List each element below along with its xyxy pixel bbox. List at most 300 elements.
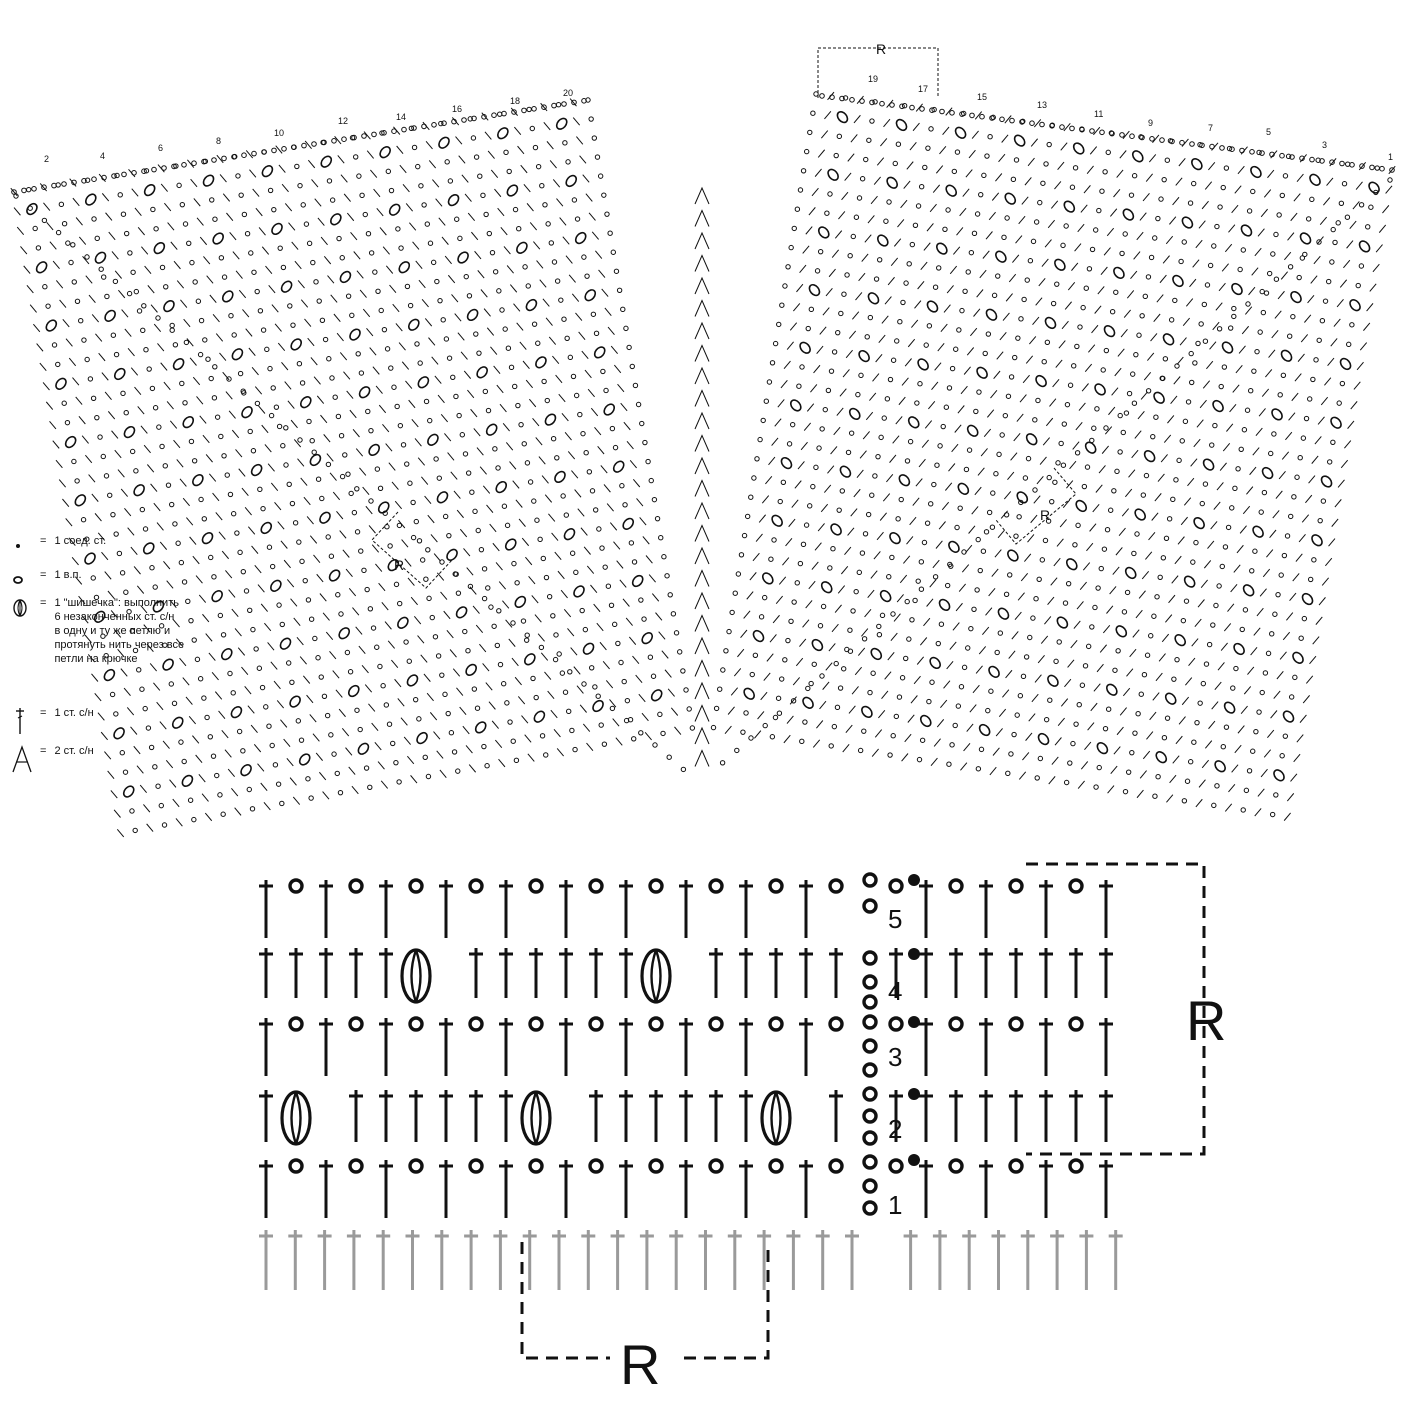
dc-mark [1174, 377, 1180, 385]
chain-mark [1010, 1160, 1022, 1172]
chain-mark [1337, 401, 1341, 405]
dc-mark [372, 723, 378, 731]
chain-mark [530, 1018, 542, 1030]
bobble-mark [553, 470, 567, 485]
chain-mark [1171, 497, 1175, 501]
dc-mark [1159, 654, 1165, 662]
chain-mark [864, 1180, 876, 1192]
chain-mark [1188, 760, 1192, 764]
dc-mark [571, 471, 577, 479]
chain-mark [1345, 215, 1349, 219]
dc-mark [301, 478, 307, 486]
chain-mark [602, 742, 606, 746]
bobble-mark [73, 493, 87, 508]
chain-mark [1084, 286, 1088, 290]
dc-mark [327, 454, 333, 462]
chain-mark [572, 100, 577, 105]
chain-mark [1130, 134, 1135, 139]
chain-mark [81, 518, 85, 522]
dc-mark [1340, 280, 1346, 288]
chain-mark [633, 383, 637, 387]
bobble-mark [162, 299, 176, 314]
chain-mark [1262, 490, 1266, 494]
dc-mark [493, 543, 499, 551]
chain-mark [953, 723, 957, 727]
dc-mark [525, 557, 531, 565]
dc-mark [1083, 563, 1089, 571]
dc-mark [392, 482, 398, 490]
chain-mark [787, 442, 791, 446]
chain-mark [1140, 314, 1144, 318]
dc-mark [1226, 424, 1232, 432]
bobble-mark [947, 540, 961, 555]
chain-mark [755, 457, 759, 461]
chain-mark [1104, 426, 1108, 430]
chain-mark [1221, 185, 1225, 189]
chain-mark [1230, 506, 1234, 510]
chain-mark [395, 404, 399, 408]
dc-mark [1330, 158, 1336, 166]
dc-mark [471, 409, 477, 417]
bobble-mark [944, 183, 958, 198]
chain-mark [493, 270, 497, 274]
dc-mark [1073, 442, 1079, 450]
dc-mark [938, 343, 944, 351]
chain-mark [739, 553, 743, 557]
two-dc-mark [695, 368, 709, 384]
dc-mark [456, 688, 462, 696]
chain-mark [1186, 400, 1190, 404]
dc-mark [1100, 645, 1106, 653]
dc-mark [285, 203, 291, 211]
dc-mark [967, 348, 973, 356]
dc-mark [460, 529, 466, 537]
dc-mark [642, 713, 648, 721]
chain-mark [1174, 478, 1178, 482]
two-dc-mark [695, 728, 709, 744]
dc-mark [1215, 682, 1221, 690]
chain-mark [1260, 289, 1264, 293]
dc-mark [560, 218, 566, 226]
chain-mark [306, 598, 310, 602]
dc-mark [1042, 259, 1048, 267]
dc-mark [921, 262, 927, 270]
bobble-mark [446, 193, 460, 208]
bobble-mark [1202, 457, 1216, 472]
dc-mark [569, 275, 575, 283]
dc-mark [1107, 228, 1113, 236]
bobble-mark [1329, 415, 1343, 430]
dc-mark [1264, 190, 1270, 198]
dc-mark [92, 314, 98, 322]
chain-mark [590, 489, 594, 493]
chain-mark [864, 1132, 876, 1144]
dc-mark [1068, 282, 1074, 290]
dc-mark [826, 288, 832, 296]
chain-mark [910, 618, 914, 622]
chain-mark [975, 588, 979, 592]
bobble-mark [1143, 449, 1157, 464]
dc-mark [1305, 495, 1311, 503]
dc-mark [1335, 499, 1341, 507]
chain-mark [440, 673, 444, 677]
dc-mark [1190, 279, 1196, 287]
chain-mark [831, 547, 835, 551]
chain-mark [424, 399, 428, 403]
chain-mark [202, 696, 206, 700]
two-dc-mark [695, 211, 709, 227]
chain-mark [122, 172, 127, 177]
chain-mark [1331, 440, 1335, 444]
chain-mark [398, 601, 402, 605]
bobble-mark [1055, 615, 1069, 630]
chain-mark [451, 375, 455, 379]
chain-mark [1146, 275, 1150, 279]
dc-mark [917, 657, 923, 665]
bobble-mark [953, 125, 967, 140]
chain-mark [1282, 553, 1286, 557]
bobble-mark [1003, 191, 1017, 206]
dc-mark [315, 199, 321, 207]
dc-mark [1286, 613, 1292, 621]
legend-equals: = [40, 569, 47, 581]
bobble-mark [211, 231, 225, 246]
dc-mark [1288, 233, 1294, 241]
chain-mark [568, 355, 572, 359]
bobble-mark [377, 500, 391, 515]
two-dc-mark [695, 661, 709, 677]
two-dc-mark [695, 346, 709, 362]
dc-mark [69, 358, 75, 366]
dc-mark [976, 666, 982, 674]
chain-mark [457, 413, 461, 417]
chain-mark [1070, 185, 1074, 189]
bobble-mark [602, 402, 616, 417]
chain-mark [419, 184, 423, 188]
dc-mark [520, 342, 526, 350]
chain-mark [773, 715, 777, 719]
dc-mark [1360, 343, 1366, 351]
chain-mark [196, 299, 200, 303]
chain-mark [112, 174, 117, 179]
dc-mark [1338, 480, 1344, 488]
chain-mark [836, 330, 840, 334]
chain-mark [544, 575, 548, 579]
chain-mark [811, 484, 815, 488]
chain-mark [290, 880, 302, 892]
chain-mark [758, 437, 762, 441]
dc-mark [939, 146, 945, 154]
chain-mark [1106, 707, 1110, 711]
chain-mark [369, 499, 373, 503]
dc-mark [603, 661, 609, 669]
dc-mark [583, 175, 589, 183]
dc-mark [288, 401, 294, 409]
chain-mark [860, 551, 864, 555]
bobble-icon [10, 596, 34, 620]
dc-mark [475, 251, 481, 259]
bobble-mark [966, 423, 980, 438]
dc-mark [1232, 765, 1238, 773]
dc-mark [1218, 662, 1224, 670]
dc-mark [1049, 399, 1055, 407]
bobble-mark [801, 696, 815, 711]
chain-mark [567, 709, 571, 713]
dc-mark [365, 685, 371, 693]
chain-mark [1162, 735, 1166, 739]
dc-mark [383, 247, 389, 255]
chain-mark [114, 352, 118, 356]
chain-mark [834, 153, 838, 157]
chain-mark [1100, 130, 1105, 135]
chain-mark [1321, 499, 1325, 503]
bobble-mark [1043, 316, 1057, 331]
chain-mark [590, 880, 602, 892]
chain-mark [166, 483, 170, 487]
dc-mark [924, 243, 930, 251]
chain-mark [532, 322, 536, 326]
dc-mark [878, 710, 884, 718]
bobble-mark [751, 629, 765, 644]
chain-mark [1126, 770, 1130, 774]
chain-mark [879, 435, 883, 439]
chain-mark [271, 386, 275, 390]
dc-mark [197, 396, 203, 404]
dc-mark [336, 690, 342, 698]
chain-mark [610, 426, 614, 430]
chain-mark [749, 736, 753, 740]
chain-mark [304, 222, 308, 226]
chain-mark [1097, 765, 1101, 769]
chain-mark [752, 476, 756, 480]
dc-mark [167, 401, 173, 409]
dc-mark [820, 327, 826, 335]
dc-mark [789, 519, 795, 527]
dc-mark [521, 165, 527, 173]
chain-mark [565, 336, 569, 340]
chain-mark [812, 662, 816, 666]
chain-mark [650, 1018, 662, 1030]
chain-mark [890, 1018, 902, 1030]
bobble-mark [1173, 633, 1187, 648]
dc-mark [1341, 460, 1347, 468]
bobble-mark [505, 183, 519, 198]
chain-mark [316, 656, 320, 660]
double-crochet-icon [10, 706, 34, 736]
dc-mark [268, 464, 274, 472]
dc-mark [618, 384, 624, 392]
dc-mark [995, 174, 1001, 182]
dc-mark [285, 382, 291, 390]
chain-mark [132, 171, 137, 176]
dc-mark [1171, 396, 1177, 404]
chain-mark [986, 708, 990, 712]
chain-mark [1045, 340, 1049, 344]
chain-mark [578, 412, 582, 416]
chain-mark [1310, 157, 1315, 162]
bobble-mark [1095, 741, 1109, 756]
chain-mark [222, 156, 227, 161]
chain-mark [1000, 117, 1005, 122]
chain-mark [1287, 334, 1291, 338]
bobble-mark [1281, 709, 1295, 724]
dc-mark [671, 708, 677, 716]
chain-mark [198, 352, 202, 356]
dc-mark [46, 402, 52, 410]
chain-mark [258, 487, 262, 491]
dc-mark [1271, 710, 1277, 718]
chain-mark [897, 695, 901, 699]
slip-stitch-mark [908, 1088, 920, 1100]
dc-mark [902, 754, 908, 762]
chain-mark [1033, 488, 1037, 492]
dc-mark [1331, 338, 1337, 346]
dc-mark [1296, 554, 1302, 562]
dc-mark [242, 309, 248, 317]
dc-mark [337, 333, 343, 341]
chain-mark [795, 581, 799, 585]
dc-mark [477, 448, 483, 456]
chain-mark [1120, 133, 1125, 138]
dc-mark [404, 737, 410, 745]
chain-mark [825, 211, 829, 215]
chain-mark [639, 598, 643, 602]
dc-mark [230, 232, 236, 240]
chain-mark [1260, 690, 1264, 694]
dc-mark [430, 712, 436, 720]
bobble-mark [44, 318, 58, 333]
svg-text:R: R [394, 557, 405, 573]
dc-mark [1197, 420, 1203, 428]
chain-mark [556, 103, 560, 107]
chain-mark [1159, 197, 1163, 201]
chain-mark [1311, 377, 1315, 381]
bobble-mark [474, 720, 488, 735]
dc-mark [1145, 552, 1151, 560]
bobble-mark [583, 288, 597, 303]
dc-mark [425, 318, 431, 326]
dc-mark [336, 511, 342, 519]
dc-mark [548, 514, 554, 522]
chain-mark [1298, 455, 1302, 459]
chain-mark [571, 374, 575, 378]
dc-mark [1231, 584, 1237, 592]
chain-mark [1247, 769, 1251, 773]
chain-mark [1127, 391, 1131, 395]
chain-mark [1241, 248, 1245, 252]
chain-mark [905, 599, 909, 603]
chain-mark [190, 260, 194, 264]
chain-mark [552, 260, 556, 264]
dc-mark [405, 381, 411, 389]
chain-mark [1113, 668, 1117, 672]
chain-mark [594, 331, 598, 335]
chain-mark [85, 255, 89, 259]
dc-mark [72, 557, 78, 565]
chain-mark [454, 394, 458, 398]
chain-mark [1158, 575, 1162, 579]
dc-mark [981, 448, 987, 456]
chain-mark [343, 453, 347, 457]
chain-mark [854, 589, 858, 593]
row-number: 20 [563, 88, 574, 98]
dc-mark [880, 513, 886, 521]
chain-mark [474, 332, 478, 336]
chain-mark [268, 366, 272, 370]
bobble-mark [897, 473, 911, 488]
chain-mark [1108, 508, 1112, 512]
dc-mark [338, 155, 344, 163]
dc-mark [582, 351, 588, 359]
chain-mark [524, 638, 528, 642]
dc-mark [643, 536, 649, 544]
dc-mark [568, 451, 574, 459]
dc-mark [200, 416, 206, 424]
chain-mark [1006, 394, 1010, 398]
chain-mark [273, 763, 277, 767]
dc-mark [914, 676, 920, 684]
bobble-mark [798, 340, 812, 355]
dc-mark [932, 382, 938, 390]
dc-mark [950, 642, 956, 650]
bobble-mark [1338, 357, 1352, 372]
dc-mark [1006, 294, 1012, 302]
chain-mark [963, 289, 967, 293]
dc-mark [465, 194, 471, 202]
chain-mark [563, 690, 567, 694]
chain-mark [671, 612, 675, 616]
dc-mark [1167, 415, 1173, 423]
dc-mark [835, 605, 841, 613]
chain-mark [422, 203, 426, 207]
chain-mark [352, 510, 356, 514]
dc-mark [56, 280, 62, 288]
dc-mark [1135, 431, 1141, 439]
bobble-mark [437, 135, 451, 150]
chain-mark [101, 275, 105, 279]
bobble-mark [925, 299, 939, 314]
dc-mark [809, 581, 815, 589]
dc-mark [841, 566, 847, 574]
chain-mark [870, 119, 874, 123]
chain-mark [1121, 430, 1125, 434]
chain-mark [900, 676, 904, 680]
chain-mark [898, 319, 902, 323]
chain-mark [1182, 799, 1186, 803]
dc-mark [862, 254, 868, 262]
chain-mark [1086, 644, 1090, 648]
dc-mark [868, 590, 874, 598]
dc-mark [206, 454, 212, 462]
bobble-mark [1154, 750, 1168, 765]
chain-mark [428, 418, 432, 422]
chain-mark [153, 406, 157, 410]
bobble-mark [455, 605, 469, 620]
dc-mark [313, 555, 319, 563]
dc-mark [389, 463, 395, 471]
chain-mark [839, 311, 843, 315]
dc-mark [848, 154, 854, 162]
chain-mark [590, 1018, 602, 1030]
dc-mark [479, 644, 485, 652]
chain-mark [860, 99, 865, 104]
bobble-mark [1308, 173, 1322, 188]
dc-mark [497, 385, 503, 393]
row-number: 15 [977, 92, 988, 102]
chain-mark [1224, 725, 1228, 729]
chain-mark [250, 807, 254, 811]
chain-mark [568, 670, 572, 674]
